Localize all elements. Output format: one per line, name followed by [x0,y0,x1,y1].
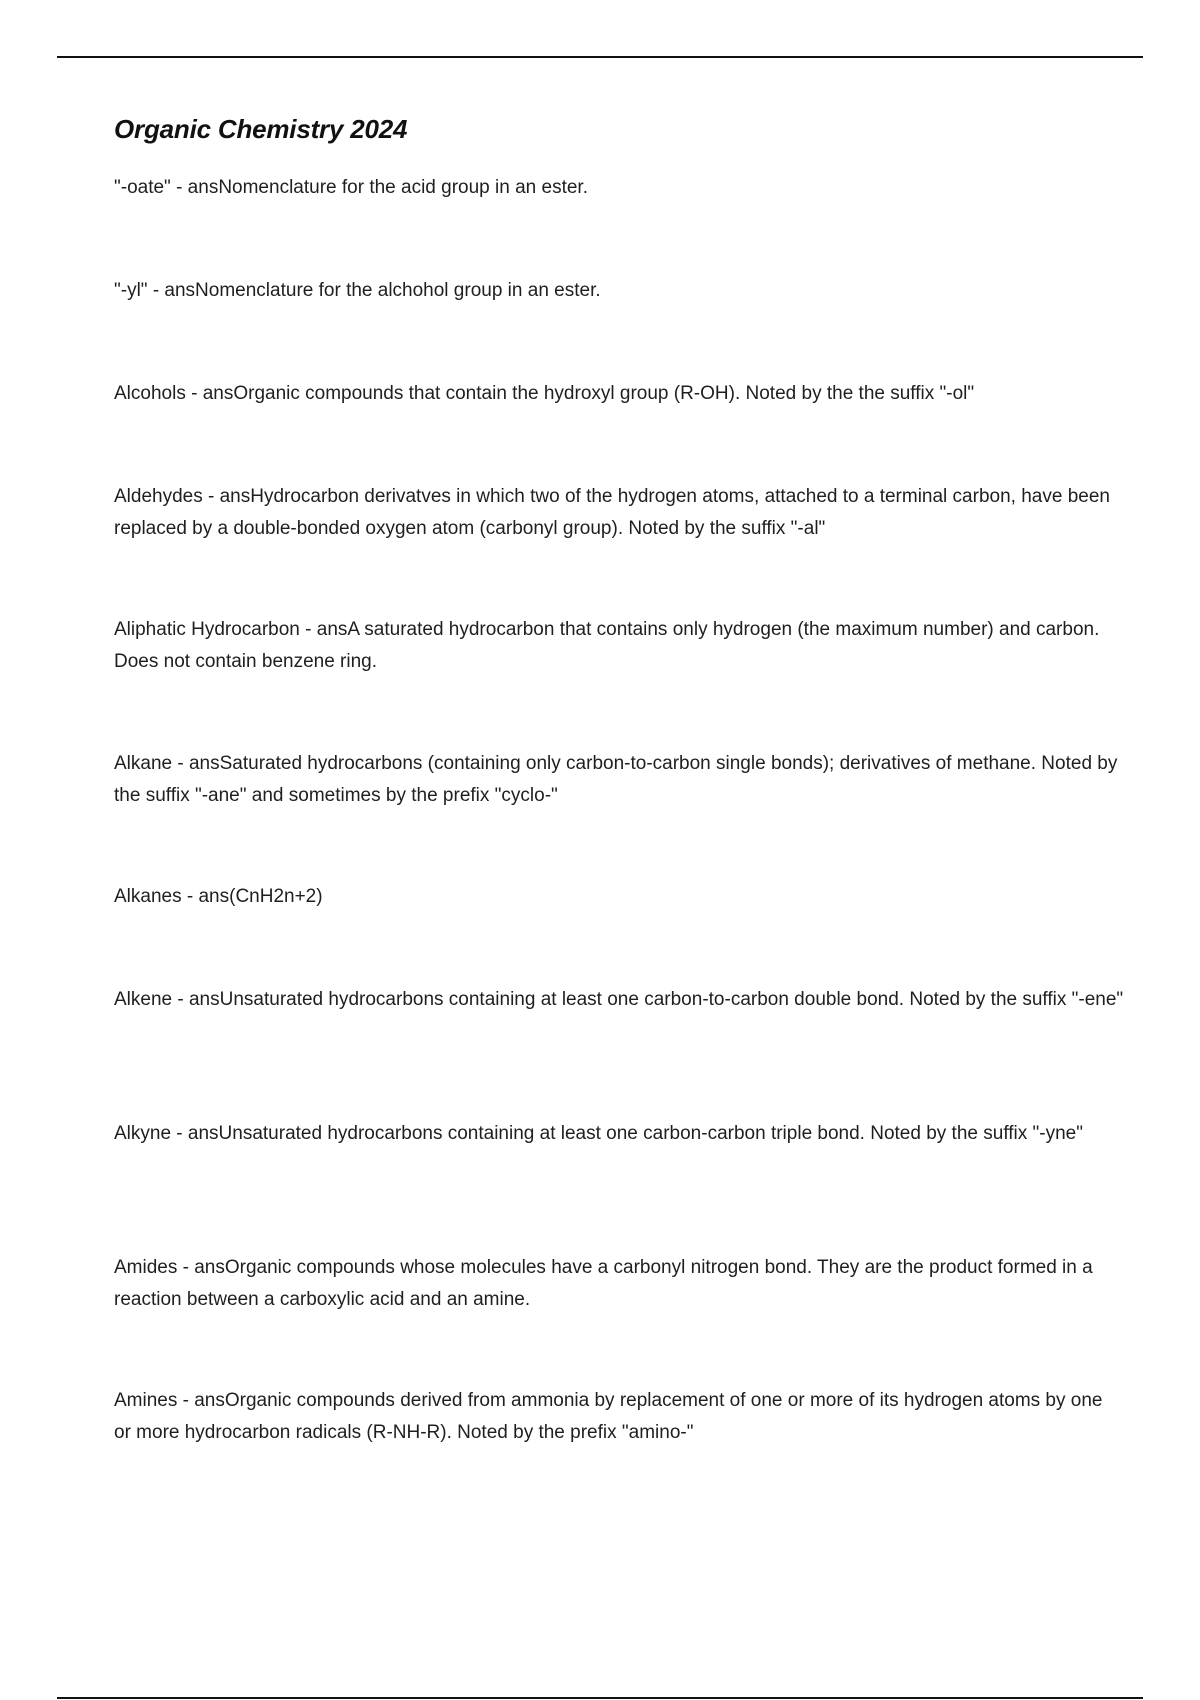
definition-entry: Amides - ansOrganic compounds whose molecules have a carbonyl nitrogen bond. They are the product formed in a reaction between a carboxylic acid and an amine. [114,1257,1093,1310]
header-rule [57,56,1143,58]
definition-entry: "-yl" - ansNomenclature for the alchohol group in an ester. [114,280,601,301]
definition-entry: Amines - ansOrganic compounds derived from ammonia by replacement of one or more of its hydrogen atoms by one or more hydrocarbon radicals (R-NH-R). Noted by the prefix "amino-" [114,1390,1103,1443]
definition-entry: "-oate" - ansNomenclature for the acid group in an ester. [114,177,588,198]
definition-entry: Alkanes - ans(CnH2n+2) [114,886,323,907]
definition-entry: Alkane - ansSaturated hydrocarbons (containing only carbon-to-carbon single bonds); derivatives of methane. Noted by the suffix "-ane" and sometimes by the prefix "cyclo-" [114,753,1118,806]
definition-entry: Alkyne - ansUnsaturated hydrocarbons containing at least one carbon-carbon triple bond. Noted by the suffix "-yne" [114,1123,1083,1144]
page-title: Organic Chemistry 2024 [114,114,408,144]
footer-rule [57,1697,1143,1699]
definition-entry: Alkene - ansUnsaturated hydrocarbons containing at least one carbon-to-carbon double bond. Noted by the suffix "-ene" [114,989,1124,1010]
definition-entry: Aldehydes - ansHydrocarbon derivatves in which two of the hydrogen atoms, attached to a terminal carbon, have been replaced by a double-bonded oxygen atom (carbonyl group). Noted by the suffix "-al" [114,486,1110,539]
definition-entry: Alcohols - ansOrganic compounds that contain the hydroxyl group (R-OH). Noted by the the suffix "-ol" [114,383,975,404]
definition-entry: Aliphatic Hydrocarbon - ansA saturated hydrocarbon that contains only hydrogen (the maximum number) and carbon. Does not contain benzene ring. [114,619,1100,672]
